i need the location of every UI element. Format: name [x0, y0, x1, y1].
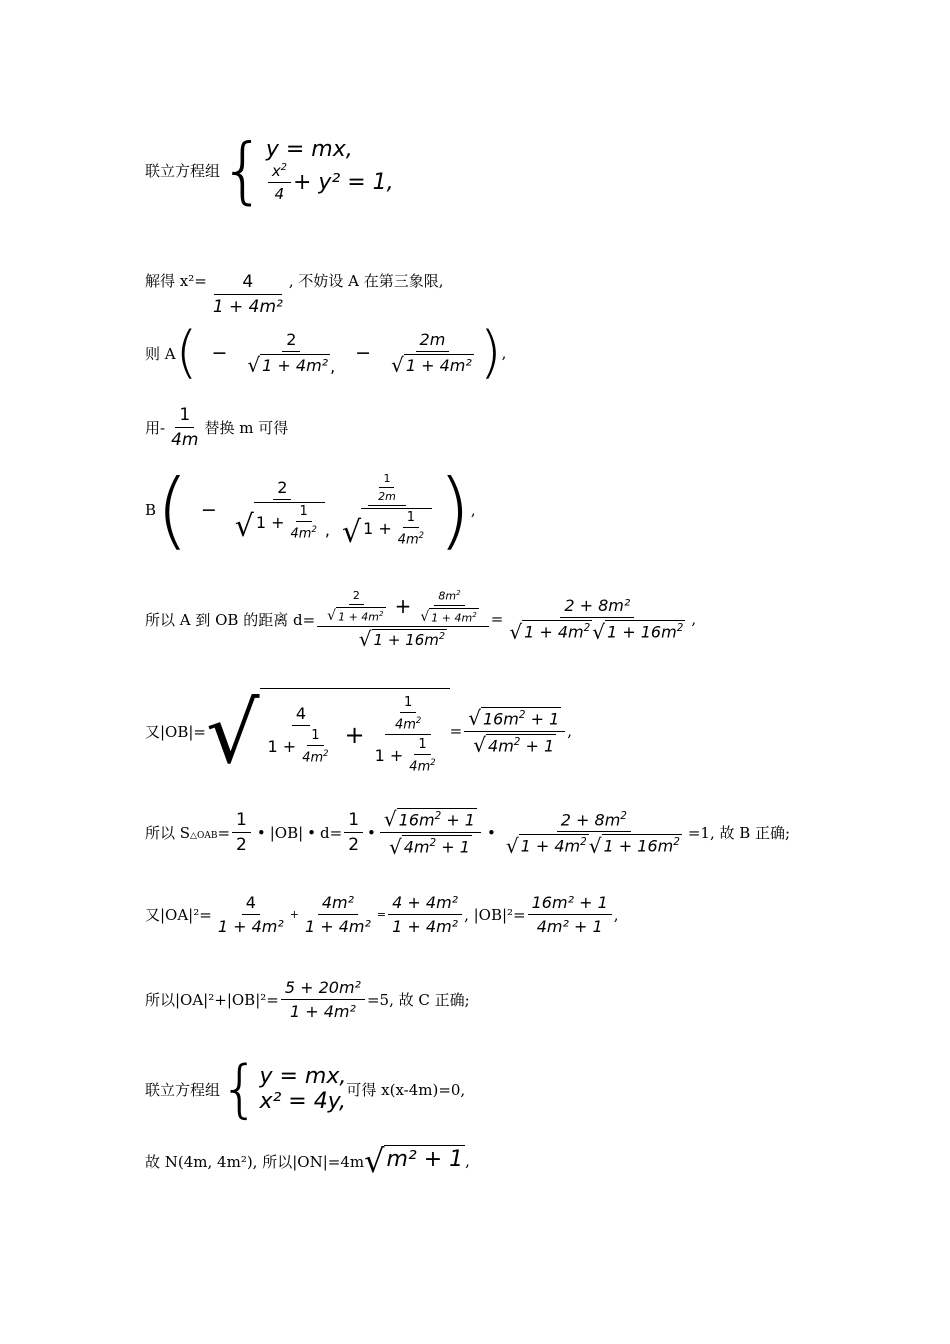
frac-num: 4 — [242, 893, 260, 915]
triangle-area: 所以 S △OAB = $\frac{1}{2}$ • |OB| • d= $\frac{1}{2}$ • √ $16m^2 + 1$ √ $4m^2 + 1$ • $2 + 8m^2$ √ $1 + 4m^2$ √ $1 + 16m^2$ =1, 故 B 正确; — [145, 807, 791, 859]
frac-den: 1 + 4m² — [212, 297, 283, 317]
fraction-4 — [528, 893, 612, 936]
frac-num: 16m² + 1 — [528, 893, 612, 915]
sqrt: √ 1 + $\frac{1}{4m^2}$ — [235, 502, 325, 541]
sqrt: √ m² + 1 — [364, 1142, 464, 1180]
frac-num: 5 + 20m² — [281, 978, 365, 1000]
text-suffix: =5, 故 C 正确; — [366, 991, 470, 1009]
equation-system-2 — [145, 1052, 466, 1125]
frac-den: 2 — [348, 835, 360, 856]
replace-m — [145, 405, 288, 450]
comma: , — [501, 344, 507, 362]
text-prefix: 联立方程组 — [145, 1080, 221, 1099]
system-brace-group — [220, 128, 394, 212]
frac-num: 4m² — [318, 893, 358, 915]
fraction-3 — [388, 893, 462, 936]
fraction — [209, 272, 287, 317]
comma: , — [470, 501, 476, 519]
fraction-1 — [214, 893, 288, 936]
fraction-a-y — [387, 330, 478, 376]
system-rows — [266, 137, 394, 203]
frac-num: 2 — [273, 478, 291, 500]
fraction-d-big: 2 √ $1 + 4m^2$ + $8m^2$ √ $1 + 4m^2$ √ $1 + 16m^2$ — [317, 588, 489, 650]
point-a — [145, 320, 507, 385]
ob-length: 又|OB|= √ 4 1 + $\frac{1}{4m^2}$ + $\frac{1}{4m^2}$ 1 + $\frac{1}{4m^2}$ = √ $16m^2 + 1$ √ $4m^2 + 1$ , — [145, 683, 573, 782]
system-eq-2-tail: + y² = 1, — [292, 170, 394, 195]
minus-sign: − — [211, 342, 228, 364]
text-prefix: 又|OB|= — [145, 722, 206, 741]
text-prefix: 则 A — [145, 344, 176, 363]
right-paren: ) — [438, 461, 471, 559]
ob-label: |OB| — [269, 823, 304, 842]
radicand: m² + 1 — [384, 1145, 465, 1177]
point-b — [145, 461, 476, 559]
frac-den: 2 — [236, 835, 247, 856]
frac-den: 1 + 4m² — [289, 1002, 356, 1021]
text-suffix: =1, 故 B 正确; — [687, 824, 791, 843]
sqrt: √ 1 + 4m² — [247, 353, 329, 377]
frac-num: 4 + 4m² — [388, 893, 462, 915]
text-suffix: 可得 x(x-4m)=0, — [346, 1080, 466, 1099]
d-label: d= — [320, 823, 343, 842]
left-paren: ( — [175, 320, 198, 385]
text-suffix: , 不妨设 A 在第三象限, — [288, 272, 444, 290]
comma: , — [691, 610, 697, 629]
subscript: △OAB — [190, 830, 218, 841]
equals: = — [217, 823, 231, 842]
text-prefix: 所以 A 到 OB 的距离 d= — [145, 610, 316, 629]
half-fraction — [344, 810, 363, 855]
fraction-ob: √ $16m^2 + 1$ √ $4m^2 + 1$ — [380, 808, 481, 858]
system-eq-1: y = mx, — [259, 1064, 347, 1089]
frac-num: 1 — [175, 405, 194, 428]
radicand: 1 + 4m² — [405, 356, 472, 375]
fraction — [281, 978, 365, 1021]
frac-den: 1 + 4m² — [304, 917, 371, 936]
text-prefix: 解得 x²= — [145, 272, 207, 290]
sqrt: √ 1 + 4m² — [391, 353, 472, 377]
frac-den: 1 + 4m² — [392, 917, 459, 936]
fraction-d-result: 2 + 8m² √ $1 + 4m^2$ √ $1 + 16m^2$ — [509, 596, 684, 644]
text-prefix: 故 N(4m, 4m²), 所以|ON|=4m — [145, 1152, 365, 1171]
fraction-x2-over-4: $\frac{x^2}{4}$ — [268, 162, 291, 203]
text-suffix: 替换 m 可得 — [204, 419, 289, 437]
frac-num: 4 — [214, 272, 282, 295]
left-brace: { — [220, 128, 266, 212]
sum-squares — [145, 978, 470, 1021]
text-prefix: B — [145, 501, 157, 519]
text-prefix: 用- — [145, 419, 166, 437]
system-eq-1: y = mx, — [265, 137, 353, 162]
left-paren: ( — [156, 461, 189, 559]
frac-num: 2m — [416, 330, 450, 352]
fraction-d: $2 + 8m^2$ √ $1 + 4m^2$ √ $1 + 16m^2$ — [505, 810, 680, 858]
system-brace-group — [220, 1052, 347, 1125]
fraction-ob-result: √ $16m^2 + 1$ √ $4m^2 + 1$ — [464, 707, 565, 757]
comma: , — [613, 905, 619, 924]
left-brace: { — [220, 1052, 260, 1125]
text-prefix: 又|OA|²= — [145, 906, 212, 924]
fraction-b-x: 2 √ 1 + $\frac{1}{4m^2}$ , — [234, 478, 330, 544]
comma: , — [567, 722, 573, 741]
comma: , — [465, 1152, 470, 1170]
solve-x-squared — [145, 244, 444, 317]
frac-num: 1 — [232, 810, 251, 833]
system-eq-2 — [266, 162, 394, 203]
frac-num: 1 — [344, 810, 363, 833]
minus-sign: − — [200, 499, 217, 521]
frac-den: 4m — [171, 430, 199, 450]
frac-num: 2 — [282, 330, 300, 352]
equation-system-1 — [145, 128, 394, 212]
oa-squared: 又|OA|²= $\frac{4}{\text{1 + 4m²}}$ + $\frac{\text{4m²}}{\text{1 + 4m²}}$ = $\frac{\text{4 + 4m²}}{\text{1 + 4m²}}$ , |OB|²= $\frac{\text{16m² + 1}}{\text{4m² + 1}}$ , — [145, 893, 619, 936]
radicand: 1 + 4m² — [262, 356, 329, 375]
sqrt: √ 1 + $\frac{1}{4m^2}$ — [342, 508, 432, 547]
distance-d — [145, 588, 696, 650]
frac-num: 2 + 8m² — [560, 596, 634, 618]
text-mid: , |OB|²= — [464, 905, 526, 924]
system-eq-2: x² = 4y, — [259, 1089, 347, 1114]
equals: = — [490, 610, 504, 629]
sqrt-big: √ 4 1 + $\frac{1}{4m^2}$ + $\frac{1}{4m^2}$ 1 + $\frac{1}{4m^2}$ — [206, 688, 450, 775]
fraction — [167, 405, 202, 450]
text-prefix: 所以 S — [145, 824, 191, 843]
half-fraction — [232, 810, 251, 855]
fraction-b-y: $\frac{1}{2m}$ √ 1 + $\frac{1}{4m^2}$ — [338, 472, 436, 547]
frac-num: 4 — [292, 704, 310, 726]
frac-den: 4m² + 1 — [536, 917, 603, 936]
fraction-a-x: 2 √ 1 + 4m² , — [247, 330, 336, 377]
fraction-2 — [301, 893, 375, 936]
right-paren: ) — [479, 320, 502, 385]
text-prefix: 所以|OA|²+|OB|²= — [145, 991, 279, 1009]
system-rows — [259, 1064, 346, 1114]
minus-sign: − — [355, 342, 372, 364]
on-length — [145, 1142, 470, 1180]
text-prefix: 联立方程组 — [145, 161, 221, 180]
frac-den: 1 + 4m² — [217, 917, 284, 936]
